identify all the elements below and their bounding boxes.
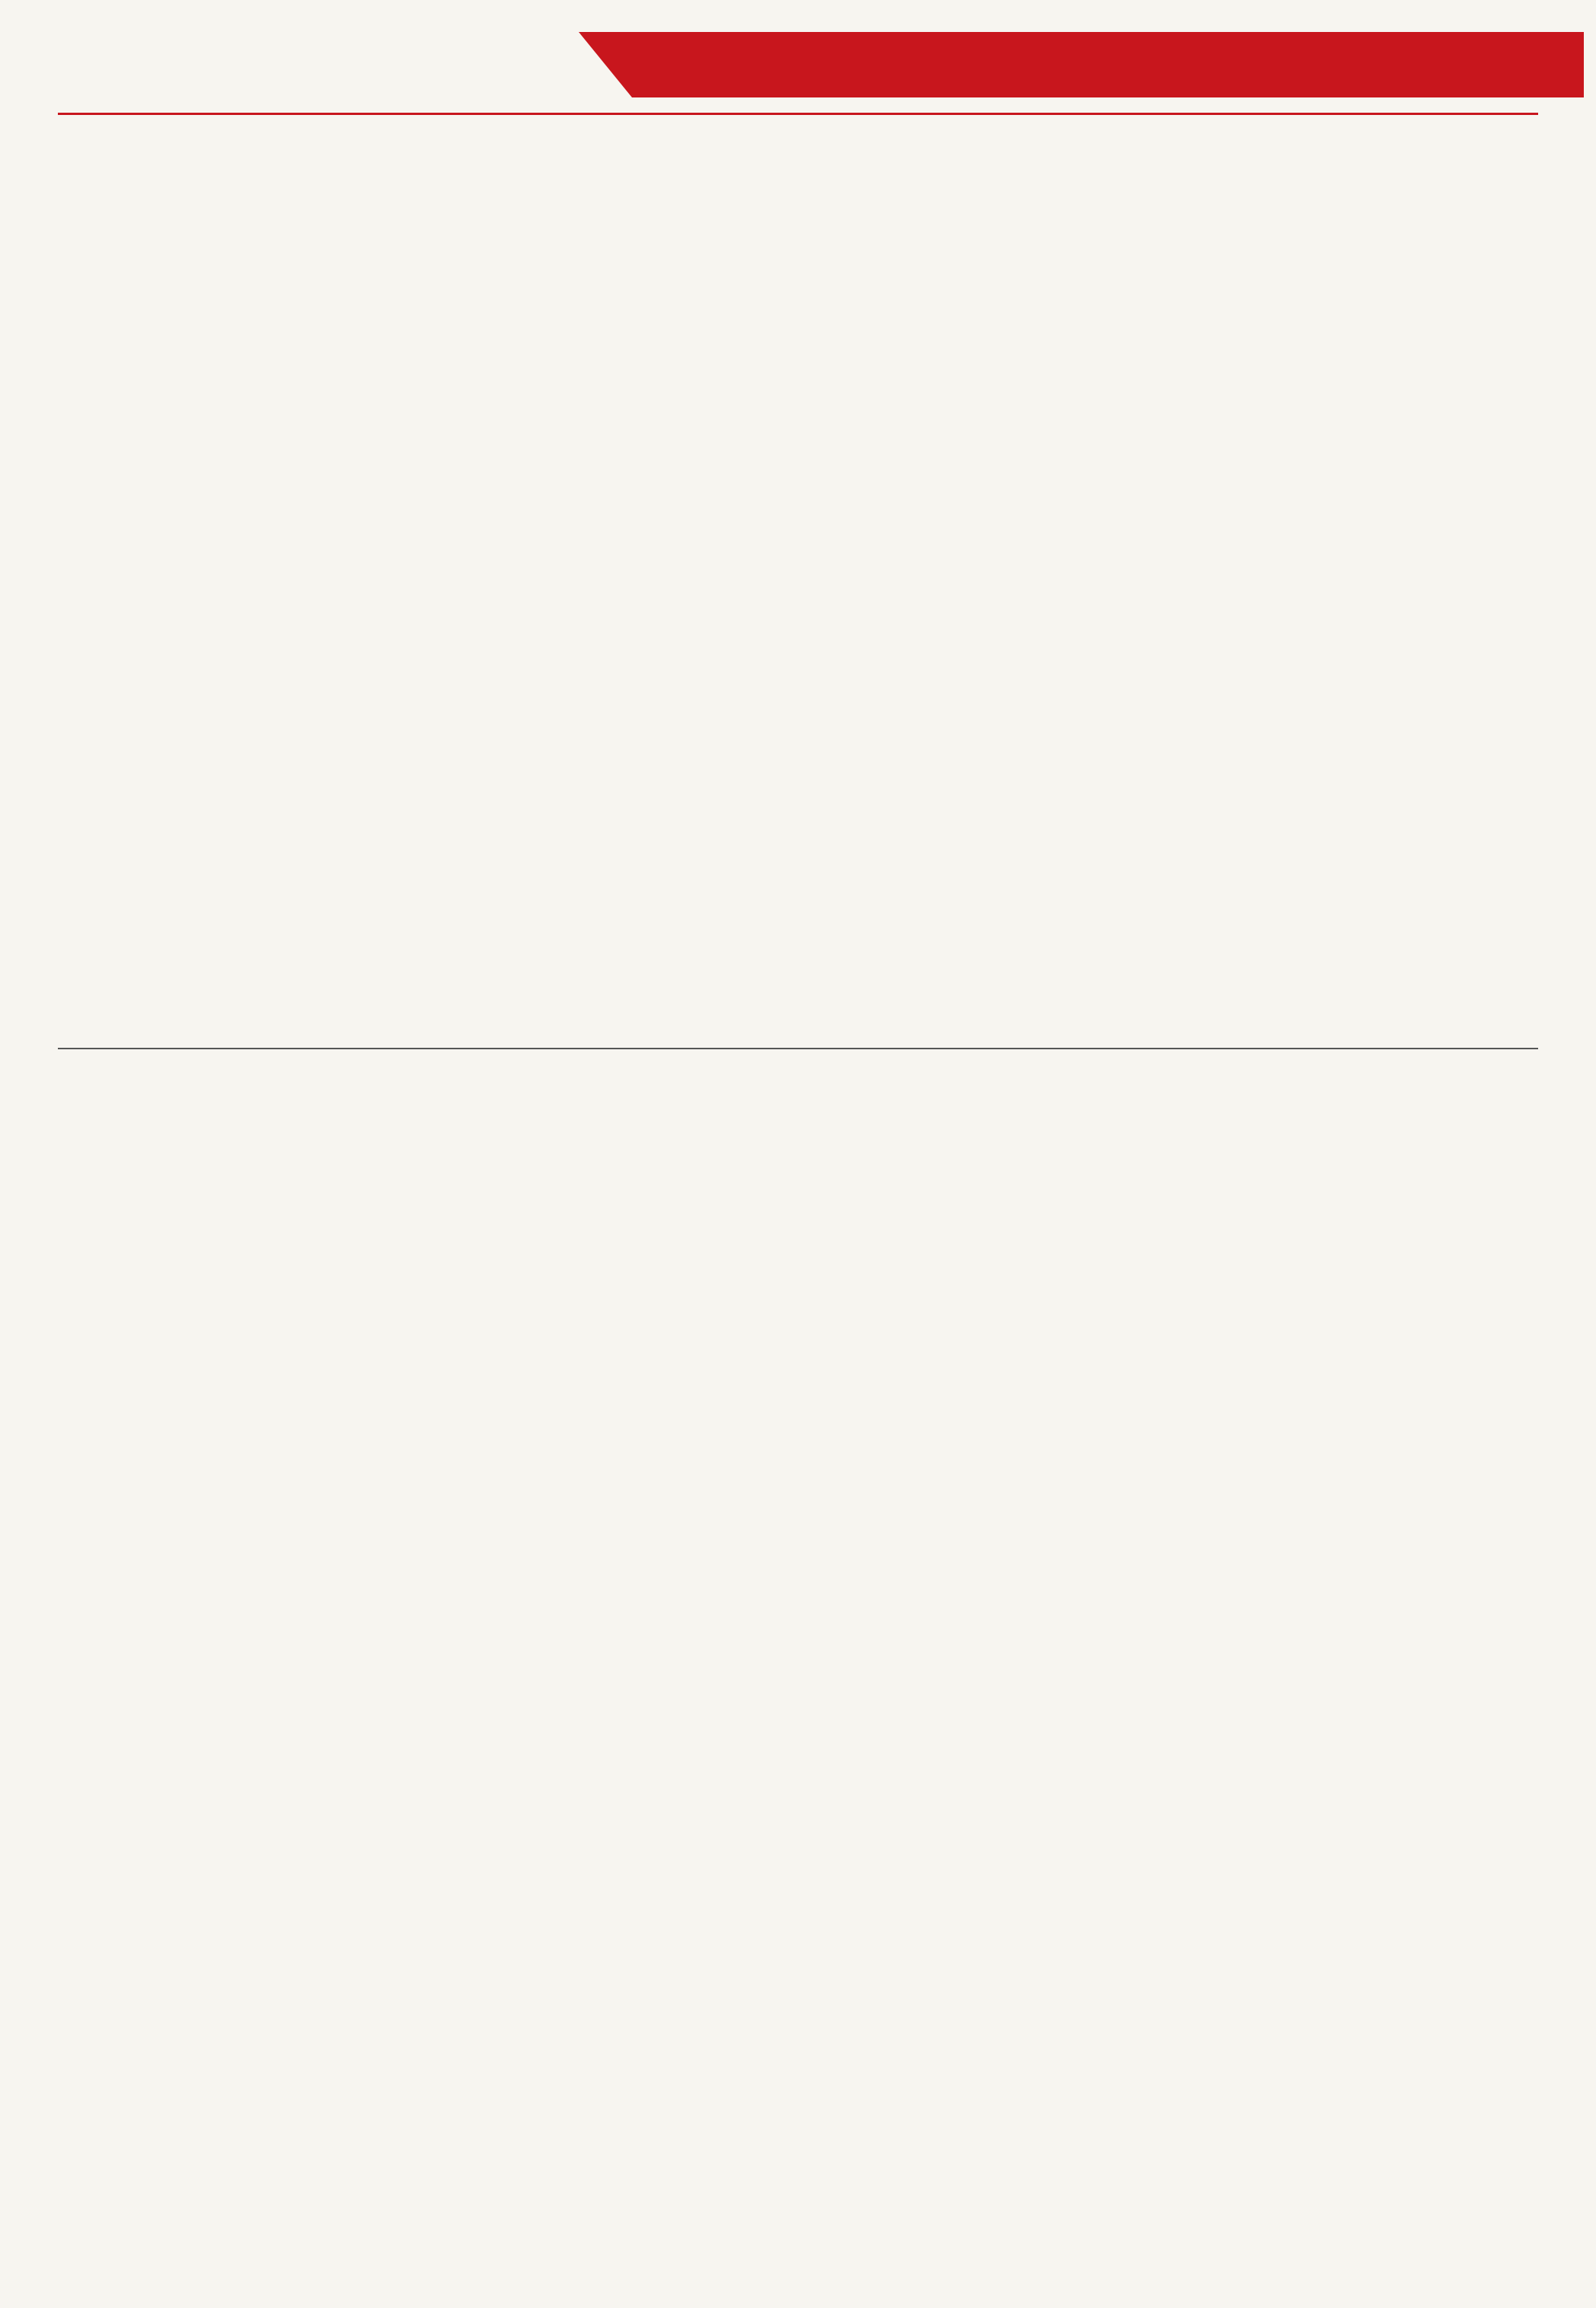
article-top-columns xyxy=(73,274,1531,1037)
masthead xyxy=(0,0,1596,114)
section-banner xyxy=(579,32,1584,97)
section-divider xyxy=(58,1048,1538,1049)
masthead-rule xyxy=(58,113,1538,115)
article-bottom-columns xyxy=(73,1058,1531,2301)
